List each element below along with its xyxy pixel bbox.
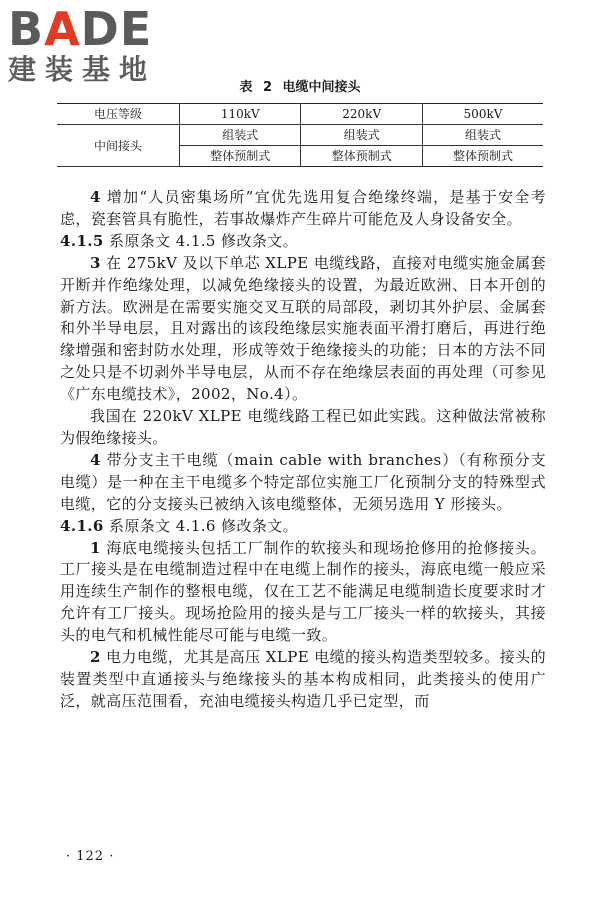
table-cell: 500kV <box>422 104 543 125</box>
paragraph: 1 海底电缆接头包括工厂制作的软接头和现场抢修用的抢修接头。工厂接头是在电缆制造过程中在电缆上制作的接头，海底电缆一般应采用连续生产制作的整根电缆，仅在工艺不能满足电缆制造长度要求时才允许有工厂接头。现场抢险用的接头是与工厂接头一样的软接头，其接头的电气和机械性能尽可能与电缆一致。 <box>60 538 546 645</box>
logo-wordmark: BADE <box>8 2 153 56</box>
clause-heading: 4.1.5 系原条文 4.1.5 修改条文。 <box>60 231 299 250</box>
table-cell: 110kV <box>180 104 301 125</box>
table-cell: 组装式 <box>301 125 422 146</box>
table-cell: 整体预制式 <box>422 146 543 167</box>
paragraph: 4 增加“人员密集场所”宜优先选用复合绝缘终端，是基于安全考虑，瓷套管具有脆性，若事故爆炸产生碎片可能危及人身设备安全。 <box>60 188 546 228</box>
paragraph: 4 带分支主干电缆（main cable with branches）（有称预分支电缆）是一种在主干电缆多个特定部位实施工厂化预制分支的特殊型式电缆，它的分支接头已被纳入该电缆整体，无须另选用 Y 形接头。 <box>60 450 546 513</box>
page-number: · 122 · <box>66 849 115 864</box>
paragraph: 我国在 220kV XLPE 电缆线路工程已如此实践。这种做法常被称为假绝缘接头。 <box>60 407 546 447</box>
paragraph: 2 电力电缆，尤其是高压 XLPE 电缆的接头构造类型较多。接头的装置类型中直通接头与绝缘接头的基本构成相同，此类接头的使用广泛，就高压范围看，充油电缆接头构造几乎已定型，而 <box>60 648 546 710</box>
logo-tagline: 建装基地 <box>8 53 157 86</box>
table-title: 表 2 电缆中间接头 <box>239 80 361 95</box>
table-row <box>57 104 543 125</box>
clause-heading: 4.1.6 系原条文 4.1.6 修改条文。 <box>60 516 299 535</box>
table-cell: 220kV <box>301 104 422 125</box>
table-cell: 组装式 <box>422 125 543 146</box>
table-cell: 整体预制式 <box>180 146 301 167</box>
table-row <box>57 125 543 146</box>
bade-logo <box>8 2 183 88</box>
paragraph: 3 在 275kV 及以下单芯 XLPE 电缆线路，直接对电缆实施金属套开断并作绝缘处理，以减免绝缘接头的设置，为最近欧洲、日本开创的新方法。欧洲是在需要实施交叉互联的局部段，剥切其外护层、金属套和外半导电层，且对露出的该段绝缘层实施表面平滑打磨后，再进行绝缘增强和密封防水处理，形成等效于绝缘接头的功能；日本的方法不同之处只是不切剥外半导电层，从而不存在绝缘层表面的再处理（可参见《广东电缆技术》，2002，No.4）。 <box>60 253 546 404</box>
cable-joint-table <box>57 103 543 167</box>
row-label-joint: 中间接头 <box>57 125 180 167</box>
table-cell: 整体预制式 <box>301 146 422 167</box>
table-cell: 组装式 <box>180 125 301 146</box>
body-text <box>60 187 546 713</box>
row-label-voltage: 电压等级 <box>57 104 180 125</box>
